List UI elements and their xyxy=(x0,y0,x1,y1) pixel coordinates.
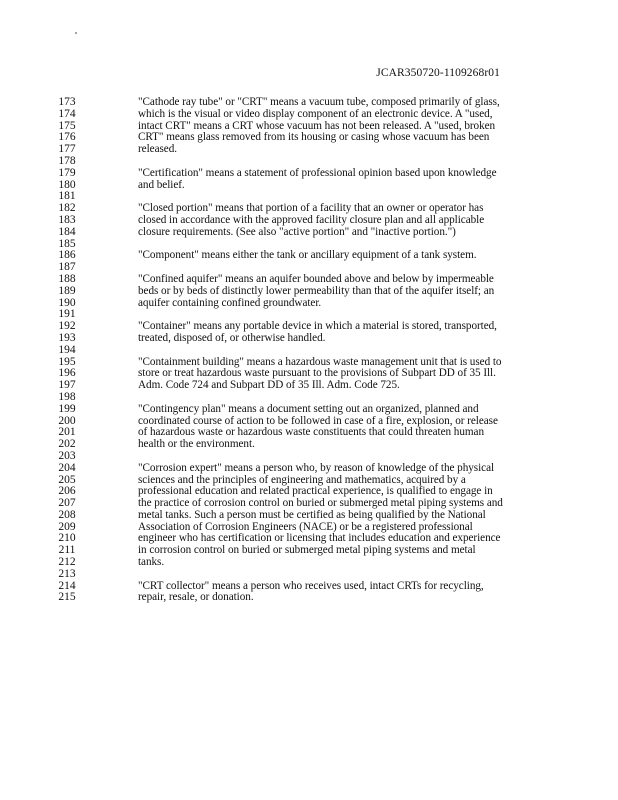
line-number: 215 xyxy=(58,591,76,604)
text-line xyxy=(0,227,618,239)
line-text: treated, disposed of, or otherwise handled. xyxy=(138,331,326,344)
text-line xyxy=(0,298,618,310)
line-number: 194 xyxy=(58,343,76,356)
text-line xyxy=(0,380,618,392)
text-line xyxy=(0,180,618,192)
text-line xyxy=(0,569,618,581)
line-number: 177 xyxy=(58,143,76,156)
line-number: 210 xyxy=(58,532,76,545)
line-number: 197 xyxy=(58,379,76,392)
line-text: repair, resale, or donation. xyxy=(138,591,254,604)
line-number: 175 xyxy=(58,119,76,132)
line-text: Association of Corrosion Engineers (NACE) or be a registered professional xyxy=(138,520,473,533)
line-text: and belief. xyxy=(138,178,185,191)
line-number: 208 xyxy=(58,508,76,521)
line-number: 181 xyxy=(58,190,76,203)
line-number: 203 xyxy=(58,449,76,462)
text-line xyxy=(0,274,618,286)
line-text: engineer who has certification or licensing that includes education and experience xyxy=(138,532,501,545)
text-line xyxy=(0,463,618,475)
text-line xyxy=(0,168,618,180)
text-line xyxy=(0,451,618,463)
line-number: 187 xyxy=(58,261,76,274)
line-number: 173 xyxy=(58,96,76,108)
line-number: 182 xyxy=(58,202,76,215)
line-text: the practice of corrosion control on buried or submerged metal piping systems and xyxy=(138,497,503,510)
line-number: 189 xyxy=(58,284,76,297)
line-number: 176 xyxy=(58,131,76,144)
line-text: professional education and related practical experience, is qualified to engage in xyxy=(138,485,493,498)
line-text: "Confined aquifer" means an aquifer bounded above and below by impermeable xyxy=(138,272,494,285)
text-line xyxy=(0,286,618,298)
line-text: "Closed portion" means that portion of a facility that an owner or operator has xyxy=(138,202,484,215)
text-line xyxy=(0,333,618,345)
line-text: health or the environment. xyxy=(138,438,255,451)
line-text: CRT" means glass removed from its housing or casing whose vacuum has been xyxy=(138,131,490,144)
text-line xyxy=(0,404,618,416)
line-number: 204 xyxy=(58,461,76,474)
text-line xyxy=(0,439,618,451)
line-number: 207 xyxy=(58,497,76,510)
scan-speck xyxy=(75,32,77,34)
line-text: aquifer containing confined groundwater. xyxy=(138,296,322,309)
line-text: "Contingency plan" means a document setting out an organized, planned and xyxy=(138,402,479,415)
line-text: "Containment building" means a hazardous waste management unit that is used to xyxy=(138,355,502,368)
line-text: which is the visual or video display component of an electronic device. A "used, xyxy=(138,107,493,120)
line-number: 206 xyxy=(58,485,76,498)
text-line xyxy=(0,144,618,156)
text-line xyxy=(0,545,618,557)
text-line xyxy=(0,156,618,168)
line-text: "Certification" means a statement of professional opinion based upon knowledge xyxy=(138,166,497,179)
line-number: 202 xyxy=(58,438,76,451)
line-number: 186 xyxy=(58,249,76,262)
line-text: sciences and the principles of engineering and mathematics, acquired by a xyxy=(138,473,466,486)
line-number: 209 xyxy=(58,520,76,533)
text-line xyxy=(0,109,618,121)
line-text: Adm. Code 724 and Subpart DD of 35 Ill. Adm. Code 725. xyxy=(138,379,400,392)
line-number: 198 xyxy=(58,390,76,403)
line-number: 199 xyxy=(58,402,76,415)
line-number: 188 xyxy=(58,272,76,285)
line-number: 213 xyxy=(58,567,76,580)
line-number: 200 xyxy=(58,414,76,427)
line-text: "Corrosion expert" means a person who, by reason of knowledge of the physical xyxy=(138,461,495,474)
line-text: "Cathode ray tube" or "CRT" means a vacuum tube, composed primarily of glass, xyxy=(138,96,500,108)
line-text: "Component" means either the tank or ancillary equipment of a tank system. xyxy=(138,249,477,262)
text-line xyxy=(0,427,618,439)
line-text: closed in accordance with the approved facility closure plan and all applicable xyxy=(138,213,485,226)
text-line xyxy=(0,592,618,604)
line-number: 174 xyxy=(58,107,76,120)
line-number: 184 xyxy=(58,225,76,238)
text-line xyxy=(0,215,618,227)
line-number: 211 xyxy=(58,544,76,557)
line-number: 180 xyxy=(58,178,76,191)
line-text: tanks. xyxy=(138,556,165,569)
text-line xyxy=(0,581,618,593)
line-text: in corrosion control on buried or submerged metal piping systems and metal xyxy=(138,544,476,557)
line-number: 205 xyxy=(58,473,76,486)
line-number: 179 xyxy=(58,166,76,179)
text-line xyxy=(0,510,618,522)
text-line xyxy=(0,557,618,569)
line-number: 201 xyxy=(58,426,76,439)
line-number: 185 xyxy=(58,237,76,250)
text-line xyxy=(0,132,618,144)
line-number: 193 xyxy=(58,331,76,344)
line-number: 178 xyxy=(58,154,76,167)
line-number: 196 xyxy=(58,367,76,380)
text-line xyxy=(0,345,618,357)
line-number: 191 xyxy=(58,308,76,321)
line-text: store or treat hazardous waste pursuant to the provisions of Subpart DD of 35 Ill. xyxy=(138,367,496,380)
document-id: JCAR350720-1109268r01 xyxy=(376,67,500,79)
line-number: 183 xyxy=(58,213,76,226)
line-number: 190 xyxy=(58,296,76,309)
text-line xyxy=(0,250,618,262)
line-text: "Container" means any portable device in which a material is stored, transported, xyxy=(138,320,497,333)
line-text: "CRT collector" means a person who receives used, intact CRTs for recycling, xyxy=(138,579,484,592)
line-number: 195 xyxy=(58,355,76,368)
line-numbered-text xyxy=(0,97,618,604)
text-line xyxy=(0,392,618,404)
line-text: coordinated course of action to be followed in case of a fire, explosion, or release xyxy=(138,414,498,427)
line-text: intact CRT" means a CRT whose vacuum has not been released. A "used, broken xyxy=(138,119,496,132)
line-text: released. xyxy=(138,143,177,156)
line-number: 212 xyxy=(58,556,76,569)
line-text: closure requirements. (See also "active portion" and "inactive portion.") xyxy=(138,225,456,238)
line-number: 192 xyxy=(58,320,76,333)
line-text: beds or by beds of distinctly lower permeability than that of the aquifer itself; an xyxy=(138,284,495,297)
line-number: 214 xyxy=(58,579,76,592)
line-text: metal tanks. Such a person must be certified as being qualified by the National xyxy=(138,508,486,521)
line-text: of hazardous waste or hazardous waste constituents that could threaten human xyxy=(138,426,485,439)
